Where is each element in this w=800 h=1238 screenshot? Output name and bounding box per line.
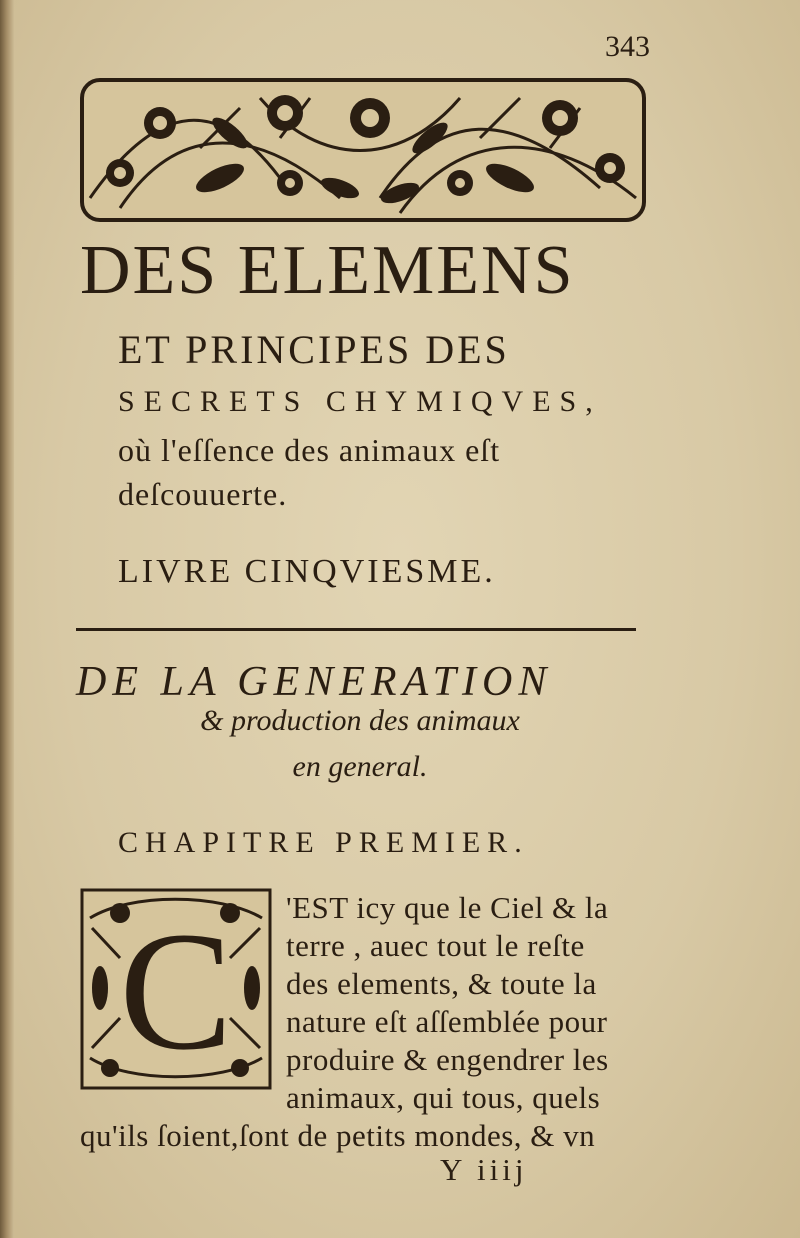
body-line-2: terre , auec tout le reſte: [286, 928, 585, 963]
book-title: LIVRE CINQVIESME.: [118, 553, 496, 590]
section-subtitle-line-2: en general.: [292, 750, 428, 783]
title-line-3: où l'eſſence des animaux eſt: [118, 432, 501, 468]
page-number: 343: [605, 30, 650, 63]
body-line-7: qu'ils ſoient,ſont de petits mondes, & vn: [80, 1118, 596, 1153]
title-line-2: SECRETS CHYMIQVES,: [118, 385, 602, 418]
body-line-6: animaux, qui tous, quels: [286, 1080, 601, 1115]
title-line-4: deſcouuerte.: [118, 476, 288, 512]
body-line-1: 'EST icy que le Ciel & la: [286, 890, 609, 925]
floral-headpiece-ornament: [80, 78, 646, 222]
title-main: DES ELEMENS: [80, 232, 575, 309]
horizontal-rule: [76, 628, 636, 631]
chapter-heading: CHAPITRE PREMIER.: [118, 826, 529, 859]
section-heading: DE LA GENERATION: [76, 659, 553, 705]
body-line-3: des elements, & toute la: [286, 966, 597, 1001]
decorated-initial-letter: [80, 888, 272, 1090]
title-line-1: ET PRINCIPES DES: [118, 327, 510, 372]
signature-mark: Y iiij: [440, 1152, 528, 1187]
initial-letter-glyph: C: [119, 897, 233, 1085]
body-line-5: produire & engendrer les: [286, 1042, 609, 1077]
body-line-4: nature eſt aſſemblée pour: [286, 1004, 608, 1039]
section-subtitle-line-1: & production des animaux: [200, 704, 520, 737]
page-spine-shadow: [0, 0, 14, 1238]
